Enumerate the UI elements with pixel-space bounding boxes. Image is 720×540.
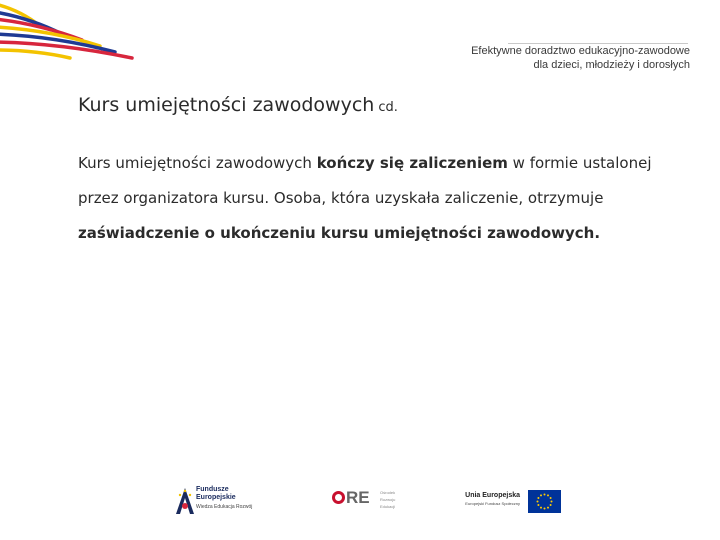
slide-title-main: Kurs umiejętności zawodowych xyxy=(78,94,375,116)
tagline-line-2: dla dzieci, młodzieży i dorosłych xyxy=(533,59,690,71)
body-text-part-2: w formie ustalonej przez organizatora kursu. Osoba, która uzyskała zaliczenie, otrzymuje xyxy=(78,154,652,207)
ore-sub-line-2: Rozwoju xyxy=(380,497,396,502)
eu-flag-icon xyxy=(528,490,561,513)
fe-program-name: Wiedza Edukacja Rozwój xyxy=(196,504,253,510)
tagline-line-1: Efektywne doradztwo edukacyjno-zawodowe xyxy=(471,45,690,57)
fe-name-line-1: Fundusze xyxy=(196,486,229,493)
header-tagline xyxy=(471,44,690,72)
fe-name-line-2: Europejskie xyxy=(196,494,236,501)
header-stripes-decoration xyxy=(0,0,150,75)
fundusze-europejskie-text xyxy=(196,486,252,511)
unia-europejska-logo xyxy=(446,484,566,520)
ue-name: Unia Europejska xyxy=(465,492,520,499)
ore-subtitle xyxy=(380,489,395,510)
fundusze-europejskie-logo xyxy=(174,484,264,520)
ore-sub-line-1: Ośrodek xyxy=(380,490,396,495)
ore-sub-line-3: Edukacji xyxy=(380,504,396,509)
ore-wordmark xyxy=(332,488,370,508)
slide-title-suffix: cd. xyxy=(378,100,398,115)
slide-body-paragraph xyxy=(78,146,678,251)
ore-letters: RE xyxy=(346,488,370,507)
ore-circle-icon xyxy=(332,491,345,504)
fundusze-europejskie-mark-icon xyxy=(174,486,196,516)
footer-logos xyxy=(0,484,720,524)
ue-fund-name: Europejski Fundusz Społeczny xyxy=(465,501,520,506)
body-bold-phrase-2: zaświadczenie o ukończeniu kursu umiejętności zawodowych. xyxy=(78,224,601,242)
ore-logo xyxy=(332,484,412,520)
ue-text xyxy=(446,491,520,507)
body-text-part-1: Kurs umiejętności zawodowych xyxy=(78,154,317,172)
slide-title xyxy=(78,94,398,116)
body-bold-phrase-1: kończy się zaliczeniem xyxy=(316,154,508,172)
